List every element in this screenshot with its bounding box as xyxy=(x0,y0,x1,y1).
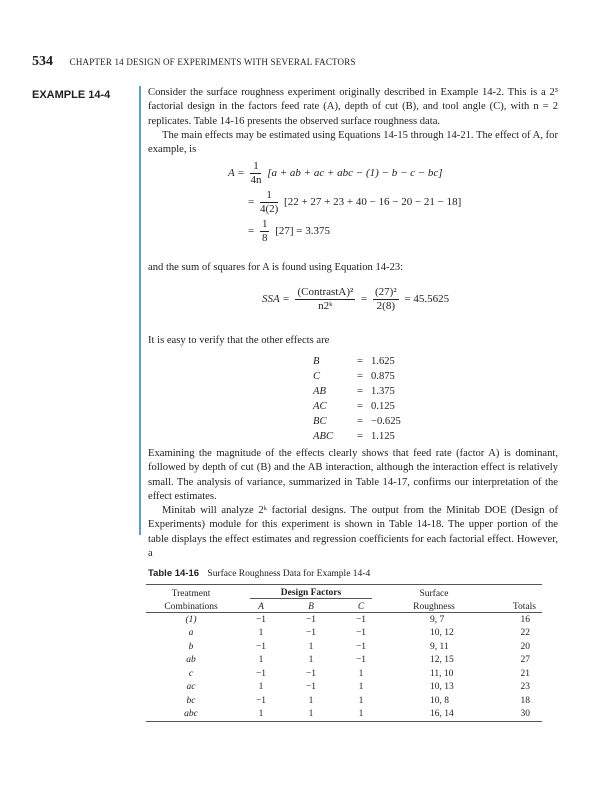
paragraph-effects-magnitude: Examining the magnitude of the effects clearly shows that feed rate (factor A) is dominant, followed by depth of cut (B) and the AB interaction, although the interaction effect is relatively small. The analysis of variance, summarized in Table 14-17, confirms our interpretation of the effect estimates. xyxy=(148,448,558,502)
effects-list xyxy=(310,354,404,444)
effect-row: AC = 0.125 xyxy=(313,401,395,412)
effect-row: C = 0.875 xyxy=(313,371,395,382)
fraction-1-over-8: $\frac{1}{8}$ xyxy=(261,218,268,244)
data-table xyxy=(146,584,542,722)
fraction-contrast: $\frac{\text{(ContrastA)²}}{\text{n2ᵏ}}$ xyxy=(297,286,354,312)
col-header-C: C xyxy=(357,602,365,612)
effect-row: ABC = 1.125 xyxy=(313,431,395,442)
table-row: bc −1 1 1 10, 8 18 xyxy=(186,695,530,706)
table-row: ab 1 1 −1 12, 15 27 xyxy=(186,655,530,666)
effect-row: BC = −0.625 xyxy=(313,416,401,427)
equation-A-line1 xyxy=(228,160,443,187)
design-factors-header: Design Factors xyxy=(250,588,372,599)
chapter-title: CHAPTER 14 DESIGN OF EXPERIMENTS WITH SEVERAL FACTORS xyxy=(69,57,356,67)
col-header-totals: Totals xyxy=(512,602,536,612)
eq-SSA-result: = 45.5625 xyxy=(404,293,450,306)
col-header-roughness-2: Roughness xyxy=(413,602,455,612)
col-header-A: A xyxy=(258,602,264,612)
page-number: 534 xyxy=(32,54,53,69)
col-header-roughness-1: Surface xyxy=(419,588,449,599)
paragraph-main-effects: The main effects may be estimated using Equations 14-15 through 14-21. The effect of A, for example, is xyxy=(148,129,558,156)
table-row: a 1 −1 −1 10, 12 22 xyxy=(188,628,530,639)
example-intro xyxy=(148,86,558,157)
fraction-27-squared: $\frac{\text{(27)²}}{2(8)}$ xyxy=(375,286,397,312)
col-header-treatment-1: Treatment xyxy=(171,588,211,599)
table-caption-text: Surface Roughness Data for Example 14-4 xyxy=(207,569,371,579)
table-row: abc 1 1 1 16, 14 30 xyxy=(184,709,530,720)
example-margin-bar xyxy=(139,86,141,535)
paragraph-sum-of-squares: and the sum of squares for A is found using Equation 14-23: xyxy=(148,262,404,273)
table-row: c −1 −1 1 11, 10 21 xyxy=(188,668,530,679)
effect-row: AB = 1.375 xyxy=(313,386,395,397)
table-row: ac 1 −1 1 10, 13 23 xyxy=(186,682,530,693)
eq-SSA-lhs: SSA = xyxy=(262,293,290,306)
paragraph-intro: Consider the surface roughness experiment originally described in Example 14-2. This is a 2³ factorial design in the factors feed rate (A), depth of cut (B), and tool angle (C), with n = 2 replicates. Table 14-16 presents the observed surface roughness data. xyxy=(148,87,558,127)
table-caption-label: Table 14-16 xyxy=(148,568,200,579)
eq-A-result: [27] = 3.375 xyxy=(275,225,330,238)
equation-A-line2: = $\frac{1}{4(2)}$ [22 + 27 + 23 + 40 − 16 − 20 − 21 − 18] xyxy=(248,189,462,215)
equation-SSA: SSA = $\frac{\text{(ContrastA)²}}{\text{n2ᵏ}}$ = $\frac{\text{(27)²}}{2(8)}$ = 45.5625 xyxy=(262,286,450,312)
page-header xyxy=(32,54,356,70)
table-caption xyxy=(148,568,370,579)
effect-row: B = 1.625 xyxy=(313,356,395,367)
discussion xyxy=(148,447,558,561)
eq-A-lhs: A = xyxy=(228,167,245,180)
eq-A-expression: [a + ab + ac + abc − (1) − b − c − bc] xyxy=(267,167,443,180)
paragraph-minitab: Minitab will analyze 2ᵏ factorial designs. The output from the Minitab DOE (Design of Experiments) module for this experiment is shown in Table 14-18. The upper portion of the table displays the effect estimates and regression coefficients for each factorial effect. However, a xyxy=(148,505,558,560)
paragraph-other-effects: It is easy to verify that the other effects are xyxy=(148,335,330,346)
col-header-B: B xyxy=(308,602,314,612)
example-label: EXAMPLE 14-4 xyxy=(32,89,111,101)
fraction-1-over-4n: $\frac{1}{4n}$ xyxy=(250,160,262,186)
fraction-1-over-4-2: $\frac{1}{4(2)}$ xyxy=(259,189,279,215)
eq-A-sum: [22 + 27 + 23 + 40 − 16 − 20 − 21 − 18] xyxy=(284,196,462,209)
table-row: (1) −1 −1 −1 9, 7 16 xyxy=(185,614,530,625)
equation-A-line3: = $\frac{1}{8}$ [27] = 3.375 xyxy=(248,218,330,244)
table-row: b −1 1 −1 9, 11 20 xyxy=(188,641,530,652)
col-header-treatment-2: Combinations xyxy=(164,602,218,612)
